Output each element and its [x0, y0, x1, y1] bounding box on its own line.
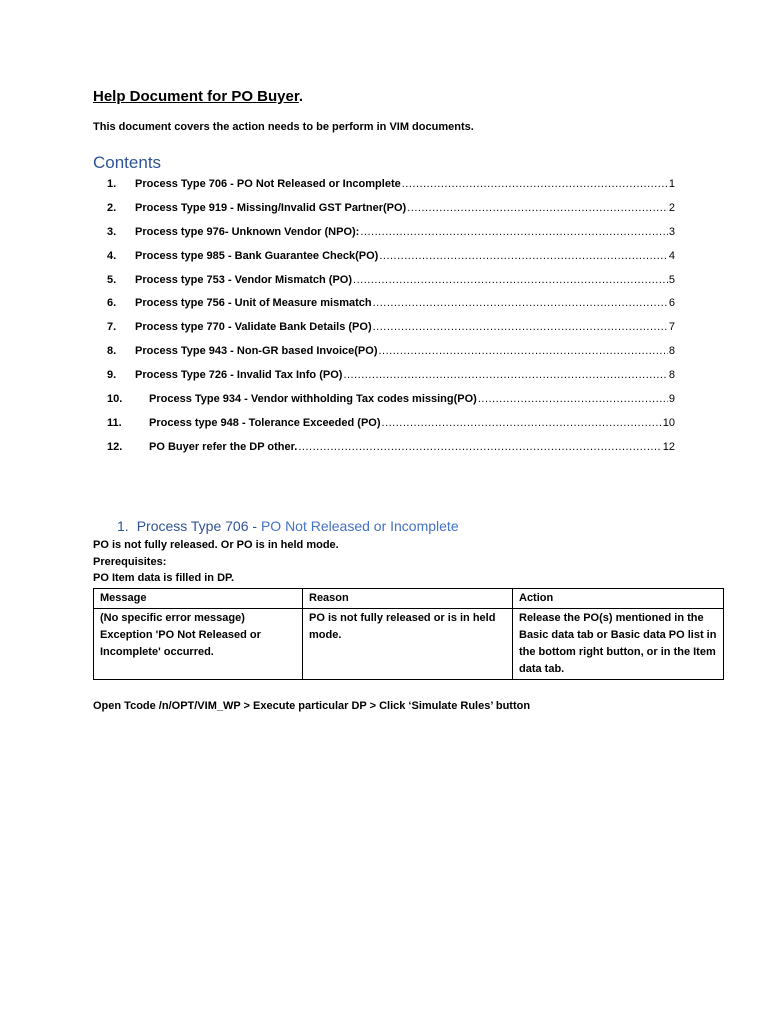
column-header: Message — [94, 589, 303, 609]
prerequisite-text: PO Item data is filled in DP. — [93, 572, 235, 584]
toc-entry[interactable]: 6. Process type 756 - Unit of Measure mismatch ..... 6 — [107, 297, 675, 321]
toc-entry[interactable]: 8. Process Type 943 - Non-GR based Invoice(PO) ..... 8 — [107, 345, 675, 369]
toc-entry[interactable]: 4. Process type 985 - Bank Guarantee Check(PO) ..... 4 — [107, 250, 675, 274]
error-table — [93, 588, 724, 680]
toc-entry[interactable]: 11. Process type 948 - Tolerance Exceeded (PO) ..... 10 — [107, 417, 675, 441]
table-of-contents — [107, 178, 675, 465]
prerequisites-label: Prerequisites: — [93, 556, 167, 568]
section-heading: 1. Process Type 706 - PO Not Released or Incomplete — [117, 518, 459, 534]
table-cell: PO is not fully released or is in held mode. — [303, 609, 513, 680]
contents-heading: Contents — [93, 153, 162, 172]
tcode-instruction: Open Tcode /n/OPT/VIM_WP > Execute particular DP > Click ‘Simulate Rules’ button — [93, 700, 531, 712]
section-paragraph: PO is not fully released. Or PO is in held mode. — [93, 539, 339, 551]
toc-entry[interactable]: 9. Process Type 726 - Invalid Tax Info (PO) ..... 8 — [107, 369, 675, 393]
document-title: Help Document for PO Buyer. — [93, 88, 304, 105]
column-header: Reason — [303, 589, 513, 609]
table-header-row — [94, 589, 724, 609]
toc-entry[interactable]: 10. Process Type 934 - Vendor withholding Tax codes missing(PO) ..... 9 — [107, 393, 675, 417]
table-cell: Release the PO(s) mentioned in the Basic data tab or Basic data PO list in the bottom right button, or in the Item data tab. — [513, 609, 724, 680]
toc-entry[interactable]: 1. Process Type 706 - PO Not Released or Incomplete ..... 1 — [107, 178, 675, 202]
column-header: Action — [513, 589, 724, 609]
toc-entry[interactable]: 12. PO Buyer refer the DP other. ..... 12 — [107, 441, 675, 465]
intro-text: This document covers the action needs to be perform in VIM documents. — [93, 121, 474, 133]
toc-entry[interactable]: 2. Process Type 919 - Missing/Invalid GST Partner(PO) ..... 2 — [107, 202, 675, 226]
toc-entry[interactable]: 5. Process type 753 - Vendor Mismatch (PO) ..... 5 — [107, 274, 675, 298]
toc-entry[interactable]: 7. Process type 770 - Validate Bank Details (PO) ..... 7 — [107, 321, 675, 345]
table-cell: (No specific error message) Exception 'PO Not Released or Incomplete' occurred. — [94, 609, 303, 680]
table-row — [94, 609, 724, 680]
toc-entry[interactable]: 3. Process type 976- Unknown Vendor (NPO): ..... 3 — [107, 226, 675, 250]
